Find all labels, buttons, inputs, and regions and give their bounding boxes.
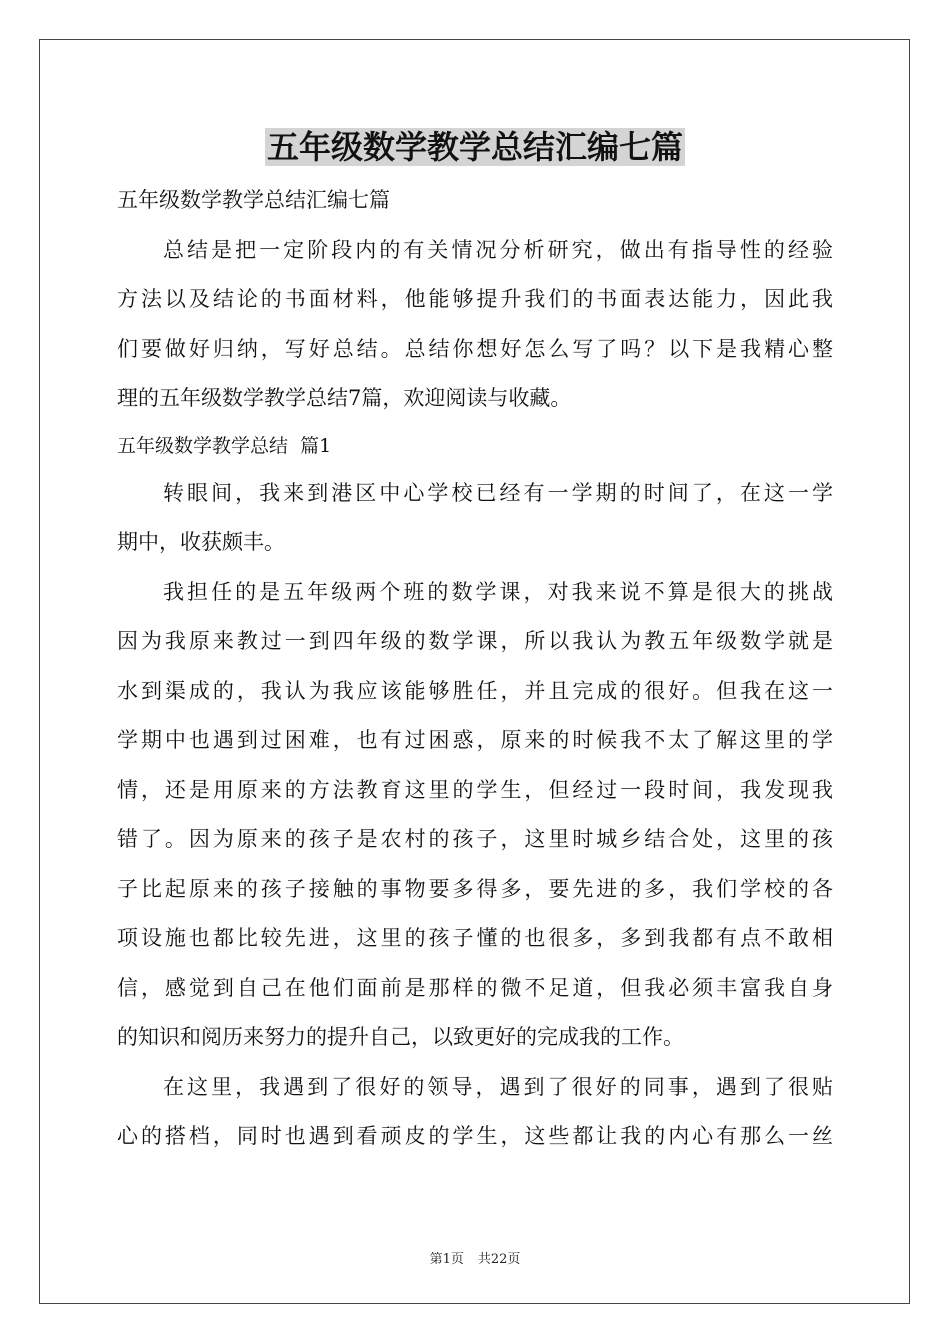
intro-line: 总结是把一定阶段内的有关情况分析研究，做出有指导性的经验 [163,237,833,262]
section-heading: 五年级数学教学总结 篇1 [117,434,332,457]
para2-line: 学期中也遇到过困难，也有过困惑，原来的时候我不太了解这里的学 [117,728,833,752]
document-subtitle: 五年级数学教学总结汇编七篇 [117,188,390,212]
para2-line: 项设施也都比较先进，这里的孩子懂的也很多，多到我都有点不敢相 [117,926,833,950]
intro-line: 们要做好归纳，写好总结。总结你想好怎么写了吗？以下是我精心整 [117,336,833,361]
para2-line: 子比起原来的孩子接触的事物要多得多，要先进的多，我们学校的各 [117,876,833,901]
para3-line: 心的搭档，同时也遇到看顽皮的学生，这些都让我的内心有那么一丝 [117,1124,833,1148]
page-footer [0,1248,950,1267]
para1-line: 转眼间，我来到港区中心学校已经有一学期的时间了，在这一学 [163,480,833,505]
para2-line: 水到渠成的，我认为我应该能够胜任，并且完成的很好。但我在这一 [117,678,833,703]
para2-line: 因为我原来教过一到四年级的数学课，所以我认为教五年级数学就是 [117,629,833,653]
intro-line: 方法以及结论的书面材料，他能够提升我们的书面表达能力，因此我 [117,287,833,311]
document-body [117,176,833,1162]
document-title [0,125,950,169]
para1-line: 期中，收获颇丰。 [117,530,285,554]
para3-line: 在这里，我遇到了很好的领导，遇到了很好的同事，遇到了很贴 [163,1074,833,1099]
page-total: 共22页 [477,1252,521,1267]
document-title-text: 五年级数学教学总结汇编七篇 [266,128,683,166]
intro-line: 理的五年级数学教学总结7篇，欢迎阅读与收藏。 [117,386,572,410]
para2-line: 我担任的是五年级两个班的数学课，对我来说不算是很大的挑战 [163,579,833,604]
para2-line: 的知识和阅历来努力的提升自己，以致更好的完成我的工作。 [117,1025,684,1049]
para2-line: 信，感觉到自己在他们面前是那样的微不足道，但我必须丰富我自身 [117,975,833,1000]
para2-line: 情，还是用原来的方法教育这里的学生，但经过一段时间，我发现我 [117,777,833,802]
page-number: 第1页 [429,1252,464,1267]
para2-line: 错了。因为原来的孩子是农村的孩子，这里时城乡结合处，这里的孩 [117,827,833,851]
